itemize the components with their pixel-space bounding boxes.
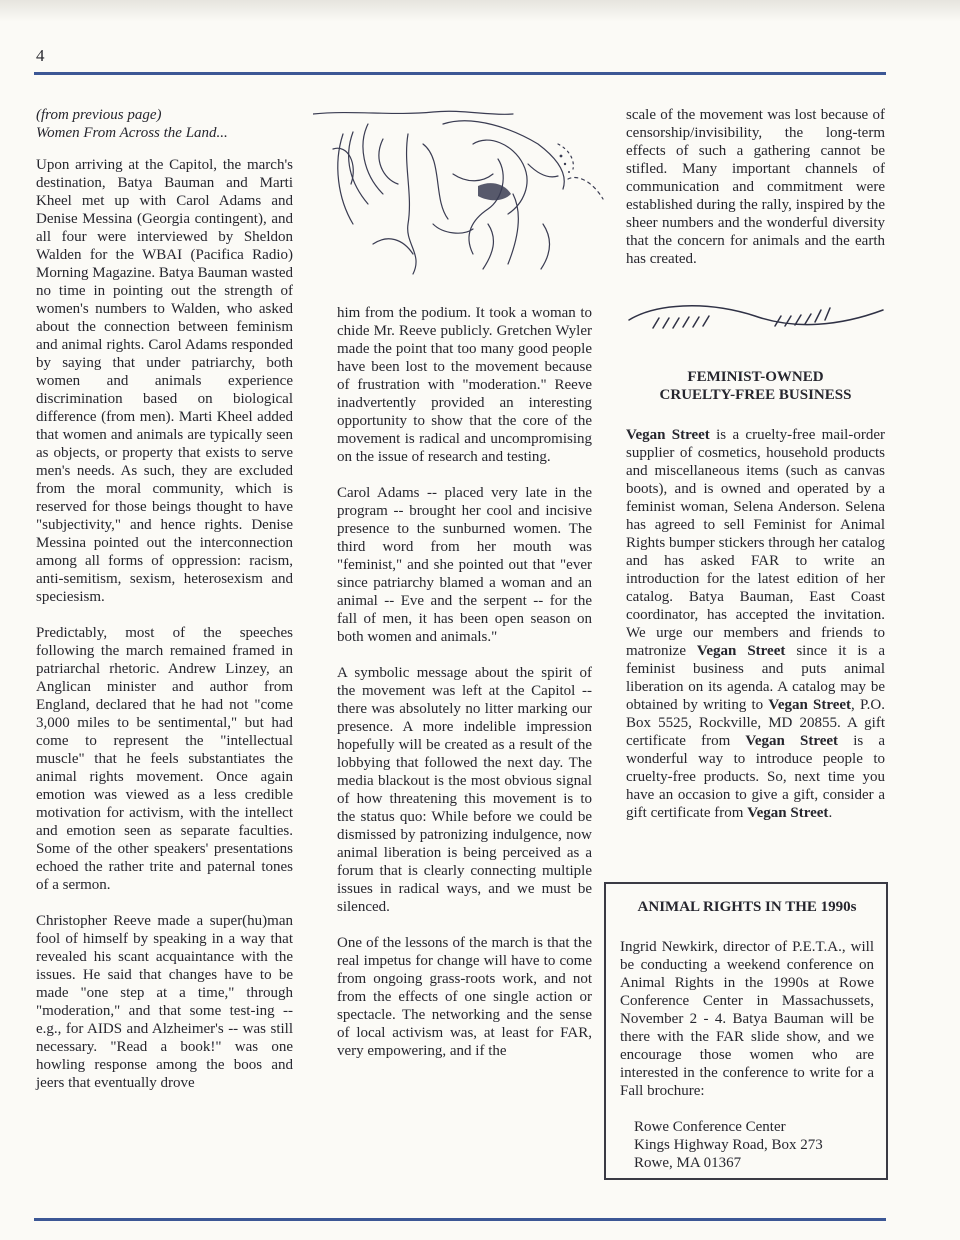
- business-heading-line1: FEMINIST-OWNED: [687, 369, 824, 385]
- footer-rule: [34, 1218, 886, 1221]
- article-paragraph: Christopher Reeve made a super(hu)man fool of himself by speaking in a way that revealed his scant acquaintance with the issues. He said that changes have to be made "one step at a time," through "moderation," and that some test-ing -- e.g., for AIDS and Alzheimer's -- was still necessary. "Read a book!" was one howling response among the boos and jeers that eventually drove: [36, 913, 293, 1091]
- article-paragraph: Carol Adams -- placed very late in the program -- brought her cool and incisive presence to the sunburned women. The third word from her mouth was "feminist," and she pointed out that "ever since patriarchy blamed a woman and an animal -- Eve and the serpent -- for the fall of men, it has been open season on both women and animals.": [337, 485, 592, 645]
- conference-heading: ANIMAL RIGHTS IN THE 1990s: [637, 899, 857, 915]
- header-rule: [34, 72, 886, 75]
- conference-address: [634, 1118, 874, 1172]
- conference-paragraph: Ingrid Newkirk, director of P.E.T.A., will be conducting a weekend conference on Animal Rights in the 1990s at Rowe Conference Center in Massachussets, November 2 - 4. Batya Bauman will be there with the FAR slide show, and we encourage those women who are interested in the conference to write for a Fall brochure:: [620, 939, 874, 1099]
- page-number: 4: [36, 46, 45, 65]
- business-paragraph: [626, 426, 885, 822]
- continued-title: Women From Across the Land...: [36, 125, 228, 141]
- article-paragraph: Predictably, most of the speeches following the march remained framed in patriarchal rhetoric. Andrew Linzey, an Anglican minister and author from England, declared that he had not "come 3,000 miles to be sentimental," but had come to represent the "intellectual muscle" that he feels substantiates the animal rights movement. Once again emotion was viewed as a less credible motivation for activism, with the intellect and emotion seen as separate faculties. Some of the other speakers' presentations echoed the rather trite and paternal tones of a sermon.: [36, 625, 293, 893]
- address-line: Rowe Conference Center: [634, 1119, 786, 1135]
- article-paragraph: scale of the movement was lost because of censorship/invisibility, the long-term effects of such a gathering cannot be stifled. Many important channels of communication and commitment were established during the rally, inspired by the sheer numbers and the wonderful diversity that the concern for animals and the earth has created.: [626, 107, 885, 267]
- continued-from-line: (from previous page): [36, 107, 162, 123]
- business-name: Vegan Street: [626, 427, 710, 443]
- scan-top-shadow: [0, 0, 960, 22]
- article-paragraph: Upon arriving at the Capitol, the march's destination, Batya Bauman and Marti Kheel met up with Carol Adams and Denise Messina (Georgia contingent), and all four were interviewed by Sheldon Walden for the WBAI (Pacifica Radio) Morning Magazine. Batya Bauman wasted no time in pointing out the strength of women's numbers to Walden, who asked about the connection between feminism and animal rights. Carol Adams responded by saying that under patriarchy, both women and animals experience discrimination based on biological difference (from men). Marti Kheel added that women and animals are typically seen as objects, or property that exists to serve men's needs. As such, they are excluded from the moral community, which is reserved for those beings thought to have "subjectivity," and hence rights. Denise Messina pointed out the interconnection among all forms of oppression: racism, anti-semitism, sexism, heterosexism and speciesism.: [36, 157, 294, 605]
- business-text: is a wonderful way to introduce people to cruelty-free products. So, next time you have an occasion to give a gift, consider a gift certificate from: [626, 733, 885, 821]
- article-paragraph: A symbolic message about the spirit of the movement was left at the Capitol -- there was absolutely no litter marking our presence. A more indelible impression hopefully will be created as a result of the lobbying that followed the next day. The media blackout is the most obvious signal of how threatening this movement is to the status quo: While before we could be dismissed by patronizing indulgence, now animal liberation is being perceived as a forum that is clearly connecting multiple issues in radical ways, and we must be silenced.: [337, 665, 592, 915]
- business-text: since it is a feminist business and puts animal liberation on its agenda. A catalog may be obtained by writing to: [626, 643, 885, 713]
- business-name: Vegan Street: [747, 805, 829, 821]
- column-1: [36, 106, 293, 1092]
- business-text: .: [828, 805, 833, 821]
- address-line: Kings Highway Road, Box 273: [634, 1137, 823, 1153]
- business-text: , P.O. Box 5525, Rockville, MD 20855. A gift certificate from: [626, 697, 885, 749]
- business-name: Vegan Street: [696, 643, 786, 659]
- business-name: Vegan Street: [768, 697, 852, 713]
- article-paragraph: him from the podium. It took a woman to chide Mr. Reeve publicly. Gretchen Wyler made the point that too many good people have been lost to the movement because of frustration with "moderation." Reeve inadvertently provided an interesting opportunity to show that the core of the movement is radical and uncompromising on the issue of research and testing.: [337, 305, 592, 465]
- business-name: Vegan Street: [745, 733, 839, 749]
- business-heading: [626, 368, 885, 404]
- continued-note: [36, 106, 293, 142]
- column-3: [626, 106, 885, 268]
- column-2: [337, 304, 592, 1060]
- article-paragraph: One of the lessons of the march is that the real impetus for change will have to come from ongoing grass-roots work, and not from the effects of one single action or spectacle. The networking and the sense of local activism was, at least for FAR, very empowering, and if the: [337, 935, 592, 1059]
- swimming-figure-illustration: [313, 104, 613, 284]
- wave-divider-art: [625, 296, 887, 340]
- business-heading-line2: CRUELTY-FREE BUSINESS: [659, 387, 852, 403]
- business-text: is a cruelty-free mail-order supplier of cosmetics, household products and miscellaneous items (such as canvas boots), and is owned and operated by a feminist woman, Selena Anderson. Selena has agreed to sell Feminist for Animal Rights bumper stickers through her catalog and has asked FAR to write an introduction for the latest edition of her catalog. Batya Bauman, East Coast coordinator, has accepted the invitation. We urge our members and friends to matronize: [626, 427, 885, 659]
- address-line: Rowe, MA 01367: [634, 1155, 742, 1171]
- business-section: [626, 368, 885, 822]
- conference-notice-box: [604, 882, 888, 1180]
